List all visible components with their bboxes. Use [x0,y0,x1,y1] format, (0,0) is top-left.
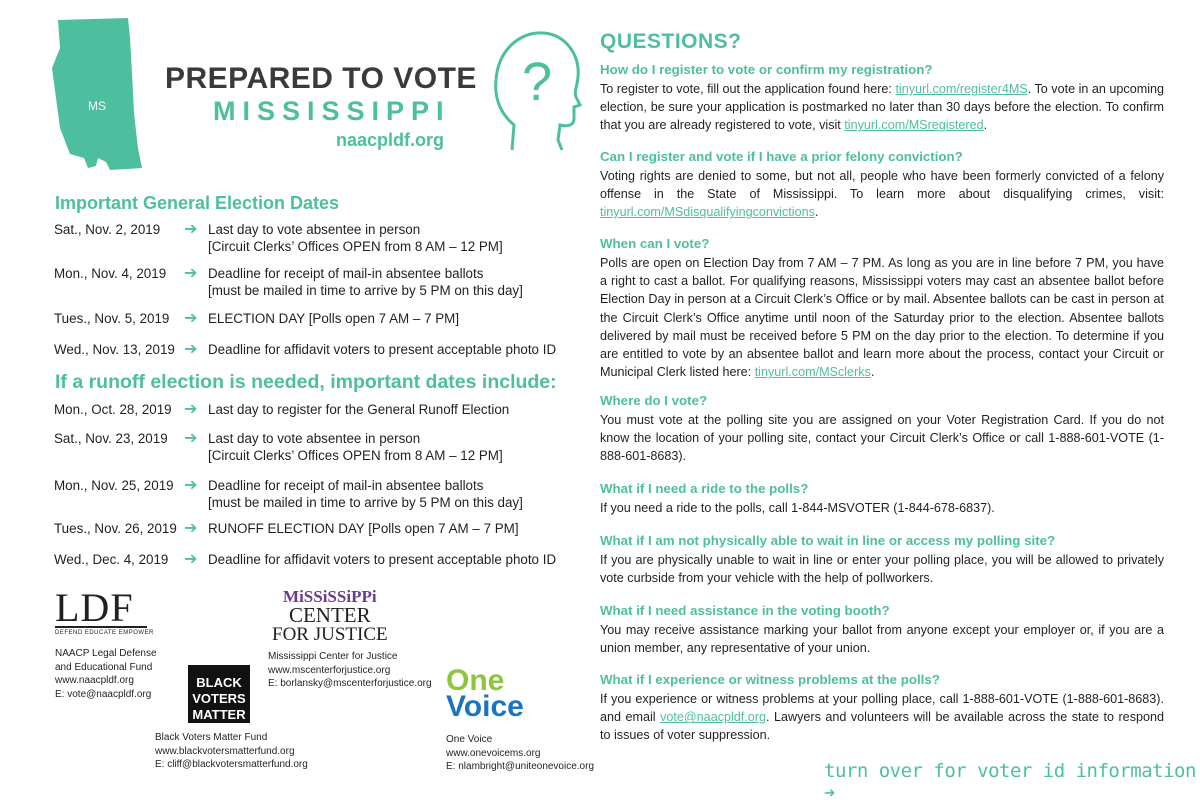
question-title: What if I am not physically able to wait in line or access my polling site? [600,533,1056,548]
page-title: PREPARED TO VOTE [165,62,477,95]
head-question-icon [492,25,582,155]
date-desc: Deadline for affidavit voters to present acceptable photo ID [208,342,557,357]
question-answer: If you need a ride to the polls, call 1-844-MSVOTER (1-844-678-6837). [600,501,995,515]
date: Wed., Nov. 13, 2019 [54,342,175,357]
date-desc: Last day to vote absentee in person [208,431,421,446]
date-row [54,430,503,464]
date-row [54,401,509,418]
mcj-logo: MiSSiSSiPPi CENTER FOR JUSTICE [272,587,388,645]
question-block [600,532,1164,587]
register-link[interactable]: tinyurl.com/register4MS [895,82,1028,96]
date-row [54,221,503,255]
question-title: When can I vote? [600,236,710,251]
date: Wed., Dec. 4, 2019 [54,552,169,567]
date-desc: Deadline for affidavit voters to present acceptable photo ID [208,552,557,567]
date-note: [Circuit Clerks’ Offices OPEN from 8 AM – 12 PM] [208,448,503,463]
bvm-logo: BLACK VOTERS MATTER [188,665,250,723]
date: Mon., Nov. 25, 2019 [54,478,174,493]
date-desc: Deadline for receipt of mail-in absentee ballots [208,266,484,281]
date: Tues., Nov. 26, 2019 [54,521,177,536]
date: Sat., Nov. 23, 2019 [54,431,168,446]
arrow-icon: ➔ [184,551,198,568]
questions-heading: QUESTIONS? [600,30,742,53]
date-desc: RUNOFF ELECTION DAY [Polls open 7 AM – 7 PM] [208,521,519,536]
date-note: [must be mailed in time to arrive by 5 PM on this day] [208,283,523,298]
dates-heading: Important General Election Dates [55,193,340,213]
arrow-icon: ➔ [184,310,198,327]
mcj-contact: Mississippi Center for Justice www.mscenterforjustice.org E: borlansky@mscenterforjustice.org [268,651,432,689]
state-title: MISSISSIPPI [213,96,451,126]
question-answer: You must vote at the polling site you are assigned on your Voter Registration Card. If you do not know the location of your polling site, contact your Circuit Clerk’s Office or call 1-888-601-VOTE (1-888-601-8683). [600,413,1164,464]
question-block [600,671,1164,745]
mississippi-map [50,18,150,178]
date-desc: Deadline for receipt of mail-in absentee ballots [208,478,484,493]
arrow-icon: ➔ [184,341,198,358]
question-answer: Voting rights are denied to some, but not all, people who have been formerly convicted of a felony offense in the State of Mississippi. To learn more about disqualifying crimes, visit: tinyurl.com/MSdisqualifyingconvictions. [600,169,1164,220]
date-row [54,341,556,358]
question-block [600,61,1164,135]
arrow-icon: ➔ [184,520,198,537]
date-row [54,265,523,299]
state-abbr: MS [88,99,106,113]
question-title: What if I need a ride to the polls? [600,481,809,496]
runoff-heading: If a runoff election is needed, important dates include: [55,371,557,393]
date-desc: Last day to vote absentee in person [208,222,421,237]
question-answer: You may receive assistance marking your ballot from anyone except your employer or, if you are a union member, any representative of your union. [600,623,1164,656]
date: Sat., Nov. 2, 2019 [54,222,161,237]
question-title: Can I register and vote if I have a prior felony conviction? [600,149,963,164]
date-row [54,477,523,511]
question-title: What if I experience or witness problems at the polls? [600,672,940,687]
question-block [600,602,1164,657]
date-note: [must be mailed in time to arrive by 5 PM on this day] [208,495,523,510]
svg-text:?: ? [522,52,553,112]
header-url[interactable]: naacpldf.org [336,130,445,150]
arrow-icon: ➔ [184,265,198,282]
question-title: How do I register to vote or confirm my registration? [600,62,933,77]
question-answer: To register to vote, fill out the application found here: tinyurl.com/register4MS. To vote in an upcoming election, be sure your application is postmarked no later than 30 days before the election. To confirm that you are already registered to vote, visit tinyurl.com/MSregistered. [600,82,1165,133]
date-row [54,551,556,568]
date: Tues., Nov. 5, 2019 [54,311,170,326]
date-row [54,310,459,327]
date-desc: ELECTION DAY [Polls open 7 AM – 7 PM] [208,311,460,326]
arrow-icon: ➔ [184,430,198,447]
date: Mon., Nov. 4, 2019 [54,266,167,281]
clerks-link[interactable]: tinyurl.com/MSclerks [754,365,871,380]
date-note: [Circuit Clerks’ Offices OPEN from 8 AM – 12 PM] [208,239,503,254]
turn-over-note: turn over for voter id information ➔ [824,760,1196,800]
question-block [600,480,1164,517]
question-answer: If you experience or witness problems at your polling place, call 1-888-601-VOTE (1-888-601-8683). and email vote@naacpldf.org. Lawyers and volunteers will be available across the state to respond to issues of voter suppression. [600,692,1165,743]
arrow-icon: ➔ [184,401,198,418]
ldf-contact: NAACP Legal Defense and Educational Fund www.naacpldf.org E: vote@naacpldf.org [55,648,157,700]
question-answer: If you are physically unable to wait in line or enter your polling place, you will be allowed to privately vote curbside from your vehicle with the help of pollworkers. [600,553,1164,586]
arrow-icon: ➔ [184,477,198,494]
date-row [54,520,519,537]
arrow-icon: ➔ [184,221,198,238]
one-voice-contact: One Voice www.onevoicems.org E: nlambright@uniteonevoice.org [446,734,595,772]
question-block [600,392,1164,466]
question-block [600,235,1164,381]
bvm-contact: Black Voters Matter Fund www.blackvotersmatterfund.org E: cliff@blackvotersmatterfund.org [155,732,308,770]
question-title: What if I need assistance in the voting booth? [600,603,890,618]
question-block [600,148,1164,222]
ldf-logo: LDF DEFEND EDUCATE EMPOWER [55,585,154,636]
email-link[interactable]: vote@naacpldf.org [660,710,766,725]
date-desc: Last day to register for the General Runoff Election [208,402,510,417]
one-voice-logo: One Voice [446,664,524,723]
disqualifying-link[interactable]: tinyurl.com/MSdisqualifyingconvictions [600,205,815,220]
registered-link[interactable]: tinyurl.com/MSregistered [844,118,984,133]
date: Mon., Oct. 28, 2019 [54,402,172,417]
question-title: Where do I vote? [600,393,708,408]
question-answer: Polls are open on Election Day from 7 AM – 7 PM. As long as you are in line before 7 PM, you have a right to cast a ballot. For qualifying reasons, Mississippi voters may cast an absentee ballot before Election Day in person at a Circuit Clerk’s Office or by mail. Absentee ballots can be cast in person at the Circuit Clerk’s Office anytime until noon of the Saturday prior to the election. Absentee ballots delivered by mail must be received before 5 PM on the day prior to the election. To determine if you are entitled to vote by an absentee ballot and learn more about the process, contact your Circuit or Municipal Clerk listed here: tinyurl.com/MSclerks. [600,256,1164,380]
